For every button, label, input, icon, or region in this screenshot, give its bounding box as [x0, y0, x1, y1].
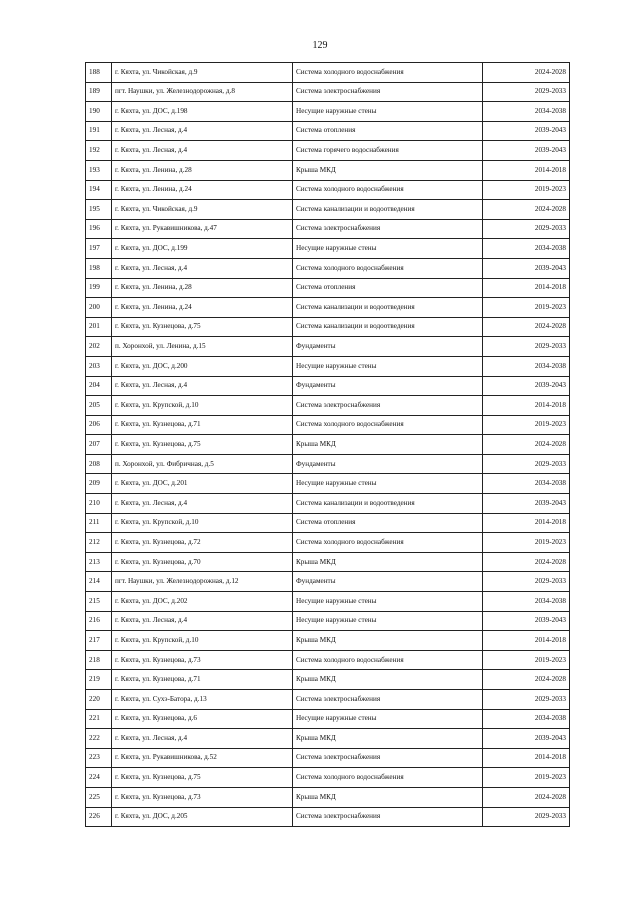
period-cell: 2029-2033 [483, 454, 570, 474]
table-row [86, 121, 570, 141]
table-row [86, 670, 570, 690]
table-row [86, 748, 570, 768]
row-number: 210 [86, 494, 112, 514]
table-row [86, 709, 570, 729]
period-cell: 2034-2038 [483, 239, 570, 259]
system-cell: Система электроснабжения [293, 690, 483, 710]
address-cell: г. Кяхта, ул. Кузнецова, д.73 [112, 650, 293, 670]
period-cell: 2019-2023 [483, 415, 570, 435]
period-cell: 2029-2033 [483, 337, 570, 357]
address-cell: г. Кяхта, ул. Рукавишникова, д.52 [112, 748, 293, 768]
system-cell: Система электроснабжения [293, 82, 483, 102]
system-cell: Несущие наружные стены [293, 356, 483, 376]
period-cell: 2024-2028 [483, 317, 570, 337]
address-cell: г. Кяхта, ул. Лесная, д.4 [112, 611, 293, 631]
system-cell: Фундаменты [293, 376, 483, 396]
row-number: 204 [86, 376, 112, 396]
address-cell: г. Кяхта, ул. Кузнецова, д.75 [112, 317, 293, 337]
period-cell: 2014-2018 [483, 278, 570, 298]
system-cell: Несущие наружные стены [293, 474, 483, 494]
period-cell: 2039-2043 [483, 729, 570, 749]
address-cell: г. Кяхта, ул. Кузнецова, д.73 [112, 787, 293, 807]
row-number: 189 [86, 82, 112, 102]
period-cell: 2019-2023 [483, 650, 570, 670]
table-row [86, 768, 570, 788]
table-row [86, 141, 570, 161]
period-cell: 2029-2033 [483, 82, 570, 102]
address-cell: г. Кяхта, ул. Лесная, д.4 [112, 494, 293, 514]
address-cell: г. Кяхта, ул. Ленина, д.24 [112, 298, 293, 318]
system-cell: Система холодного водоснабжения [293, 258, 483, 278]
row-number: 190 [86, 102, 112, 122]
row-number: 192 [86, 141, 112, 161]
row-number: 200 [86, 298, 112, 318]
period-cell: 2039-2043 [483, 611, 570, 631]
row-number: 194 [86, 180, 112, 200]
system-cell: Система отопления [293, 121, 483, 141]
table-row [86, 631, 570, 651]
table-row [86, 787, 570, 807]
page-number: 129 [312, 40, 328, 51]
system-cell: Несущие наружные стены [293, 611, 483, 631]
address-cell: п. Хоронхой, ул. Ленина, д.15 [112, 337, 293, 357]
period-cell: 2039-2043 [483, 141, 570, 161]
address-cell: г. Кяхта, ул. ДОС, д.199 [112, 239, 293, 259]
row-number: 188 [86, 63, 112, 83]
period-cell: 2029-2033 [483, 219, 570, 239]
table-row [86, 356, 570, 376]
table-row [86, 494, 570, 514]
system-cell: Система холодного водоснабжения [293, 415, 483, 435]
table-row [86, 337, 570, 357]
row-number: 226 [86, 807, 112, 827]
address-cell: г. Кяхта, ул. ДОС, д.205 [112, 807, 293, 827]
table-row [86, 160, 570, 180]
row-number: 201 [86, 317, 112, 337]
table-row [86, 239, 570, 259]
table-row [86, 435, 570, 455]
period-cell: 2014-2018 [483, 396, 570, 416]
row-number: 196 [86, 219, 112, 239]
system-cell: Система горячего водоснабжения [293, 141, 483, 161]
address-cell: пгт. Наушки, ул. Железнодорожная, д.12 [112, 572, 293, 592]
row-number: 202 [86, 337, 112, 357]
address-cell: г. Кяхта, ул. Крупской, д.10 [112, 631, 293, 651]
address-cell: г. Кяхта, ул. Крупской, д.10 [112, 396, 293, 416]
period-cell: 2039-2043 [483, 494, 570, 514]
period-cell: 2034-2038 [483, 474, 570, 494]
system-cell: Фундаменты [293, 337, 483, 357]
table-row [86, 415, 570, 435]
period-cell: 2019-2023 [483, 180, 570, 200]
system-cell: Несущие наружные стены [293, 709, 483, 729]
table-row [86, 298, 570, 318]
table-row [86, 219, 570, 239]
system-cell: Крыша МКД [293, 160, 483, 180]
system-cell: Крыша МКД [293, 729, 483, 749]
table-row [86, 317, 570, 337]
row-number: 197 [86, 239, 112, 259]
address-cell: г. Кяхта, ул. Чикойская, д.9 [112, 200, 293, 220]
period-cell: 2039-2043 [483, 258, 570, 278]
table-row [86, 650, 570, 670]
system-cell: Крыша МКД [293, 552, 483, 572]
row-number: 224 [86, 768, 112, 788]
address-cell: г. Кяхта, ул. Ленина, д.28 [112, 278, 293, 298]
table-row [86, 278, 570, 298]
table-row [86, 376, 570, 396]
row-number: 216 [86, 611, 112, 631]
repair-schedule-table [85, 62, 570, 827]
system-cell: Система электроснабжения [293, 807, 483, 827]
address-cell: г. Кяхта, ул. Кузнецова, д.71 [112, 415, 293, 435]
period-cell: 2034-2038 [483, 592, 570, 612]
system-cell: Крыша МКД [293, 631, 483, 651]
row-number: 217 [86, 631, 112, 651]
row-number: 222 [86, 729, 112, 749]
row-number: 218 [86, 650, 112, 670]
system-cell: Система канализации и водоотведения [293, 317, 483, 337]
address-cell: г. Кяхта, ул. Крупской, д.10 [112, 513, 293, 533]
period-cell: 2039-2043 [483, 376, 570, 396]
period-cell: 2024-2028 [483, 787, 570, 807]
table-row [86, 474, 570, 494]
period-cell: 2034-2038 [483, 709, 570, 729]
address-cell: г. Кяхта, ул. ДОС, д.201 [112, 474, 293, 494]
period-cell: 2029-2033 [483, 690, 570, 710]
table-body [86, 63, 570, 827]
row-number: 206 [86, 415, 112, 435]
period-cell: 2014-2018 [483, 160, 570, 180]
period-cell: 2029-2033 [483, 572, 570, 592]
system-cell: Система канализации и водоотведения [293, 298, 483, 318]
row-number: 203 [86, 356, 112, 376]
table-row [86, 572, 570, 592]
table-row [86, 592, 570, 612]
table-row [86, 690, 570, 710]
row-number: 195 [86, 200, 112, 220]
address-cell: г. Кяхта, ул. Лесная, д.4 [112, 376, 293, 396]
address-cell: г. Кяхта, ул. Кузнецова, д.72 [112, 533, 293, 553]
address-cell: г. Кяхта, ул. Лесная, д.4 [112, 729, 293, 749]
period-cell: 2024-2028 [483, 552, 570, 572]
system-cell: Крыша МКД [293, 435, 483, 455]
table-row [86, 552, 570, 572]
table-row [86, 454, 570, 474]
address-cell: г. Кяхта, ул. ДОС, д.198 [112, 102, 293, 122]
system-cell: Система отопления [293, 513, 483, 533]
period-cell: 2014-2018 [483, 748, 570, 768]
system-cell: Система холодного водоснабжения [293, 533, 483, 553]
system-cell: Несущие наружные стены [293, 592, 483, 612]
system-cell: Система канализации и водоотведения [293, 200, 483, 220]
system-cell: Крыша МКД [293, 787, 483, 807]
row-number: 207 [86, 435, 112, 455]
period-cell: 2029-2033 [483, 807, 570, 827]
system-cell: Несущие наружные стены [293, 102, 483, 122]
address-cell: г. Кяхта, ул. Чикойская, д.9 [112, 63, 293, 83]
system-cell: Система отопления [293, 278, 483, 298]
period-cell: 2034-2038 [483, 356, 570, 376]
address-cell: г. Кяхта, ул. Лесная, д.4 [112, 141, 293, 161]
table-row [86, 513, 570, 533]
system-cell: Фундаменты [293, 454, 483, 474]
period-cell: 2024-2028 [483, 435, 570, 455]
address-cell: г. Кяхта, ул. Лесная, д.4 [112, 258, 293, 278]
system-cell: Система электроснабжения [293, 748, 483, 768]
row-number: 208 [86, 454, 112, 474]
row-number: 212 [86, 533, 112, 553]
system-cell: Система холодного водоснабжения [293, 63, 483, 83]
row-number: 198 [86, 258, 112, 278]
address-cell: г. Кяхта, ул. Кузнецова, д.70 [112, 552, 293, 572]
row-number: 213 [86, 552, 112, 572]
row-number: 191 [86, 121, 112, 141]
table-row [86, 533, 570, 553]
row-number: 199 [86, 278, 112, 298]
address-cell: г. Кяхта, ул. Ленина, д.28 [112, 160, 293, 180]
row-number: 205 [86, 396, 112, 416]
address-cell: г. Кяхта, ул. Ленина, д.24 [112, 180, 293, 200]
system-cell: Система канализации и водоотведения [293, 494, 483, 514]
table-row [86, 63, 570, 83]
period-cell: 2039-2043 [483, 121, 570, 141]
system-cell: Система электроснабжения [293, 396, 483, 416]
table-row [86, 180, 570, 200]
row-number: 223 [86, 748, 112, 768]
table-row [86, 200, 570, 220]
system-cell: Система холодного водоснабжения [293, 650, 483, 670]
period-cell: 2014-2018 [483, 513, 570, 533]
table-row [86, 82, 570, 102]
table-row [86, 102, 570, 122]
period-cell: 2019-2023 [483, 768, 570, 788]
address-cell: г. Кяхта, ул. Лесная, д.4 [112, 121, 293, 141]
address-cell: пгт. Наушки, ул. Железнодорожная, д.8 [112, 82, 293, 102]
system-cell: Фундаменты [293, 572, 483, 592]
period-cell: 2019-2023 [483, 298, 570, 318]
table-row [86, 807, 570, 827]
table-row [86, 611, 570, 631]
address-cell: г. Кяхта, ул. Кузнецова, д.71 [112, 670, 293, 690]
address-cell: г. Кяхта, ул. Сухэ-Батора, д.13 [112, 690, 293, 710]
row-number: 193 [86, 160, 112, 180]
address-cell: г. Кяхта, ул. Кузнецова, д.6 [112, 709, 293, 729]
address-cell: п. Хоронхой, ул. Фибричная, д.5 [112, 454, 293, 474]
table-row [86, 258, 570, 278]
row-number: 215 [86, 592, 112, 612]
table-row [86, 396, 570, 416]
system-cell: Система электроснабжения [293, 219, 483, 239]
system-cell: Несущие наружные стены [293, 239, 483, 259]
address-cell: г. Кяхта, ул. Кузнецова, д.75 [112, 435, 293, 455]
row-number: 209 [86, 474, 112, 494]
address-cell: г. Кяхта, ул. ДОС, д.202 [112, 592, 293, 612]
row-number: 221 [86, 709, 112, 729]
row-number: 211 [86, 513, 112, 533]
period-cell: 2014-2018 [483, 631, 570, 651]
period-cell: 2019-2023 [483, 533, 570, 553]
period-cell: 2024-2028 [483, 200, 570, 220]
period-cell: 2034-2038 [483, 102, 570, 122]
row-number: 225 [86, 787, 112, 807]
address-cell: г. Кяхта, ул. Кузнецова, д.75 [112, 768, 293, 788]
system-cell: Крыша МКД [293, 670, 483, 690]
table-row [86, 729, 570, 749]
period-cell: 2024-2028 [483, 63, 570, 83]
row-number: 214 [86, 572, 112, 592]
row-number: 219 [86, 670, 112, 690]
system-cell: Система холодного водоснабжения [293, 768, 483, 788]
row-number: 220 [86, 690, 112, 710]
period-cell: 2024-2028 [483, 670, 570, 690]
system-cell: Система холодного водоснабжения [293, 180, 483, 200]
address-cell: г. Кяхта, ул. ДОС, д.200 [112, 356, 293, 376]
address-cell: г. Кяхта, ул. Рукавишникова, д.47 [112, 219, 293, 239]
